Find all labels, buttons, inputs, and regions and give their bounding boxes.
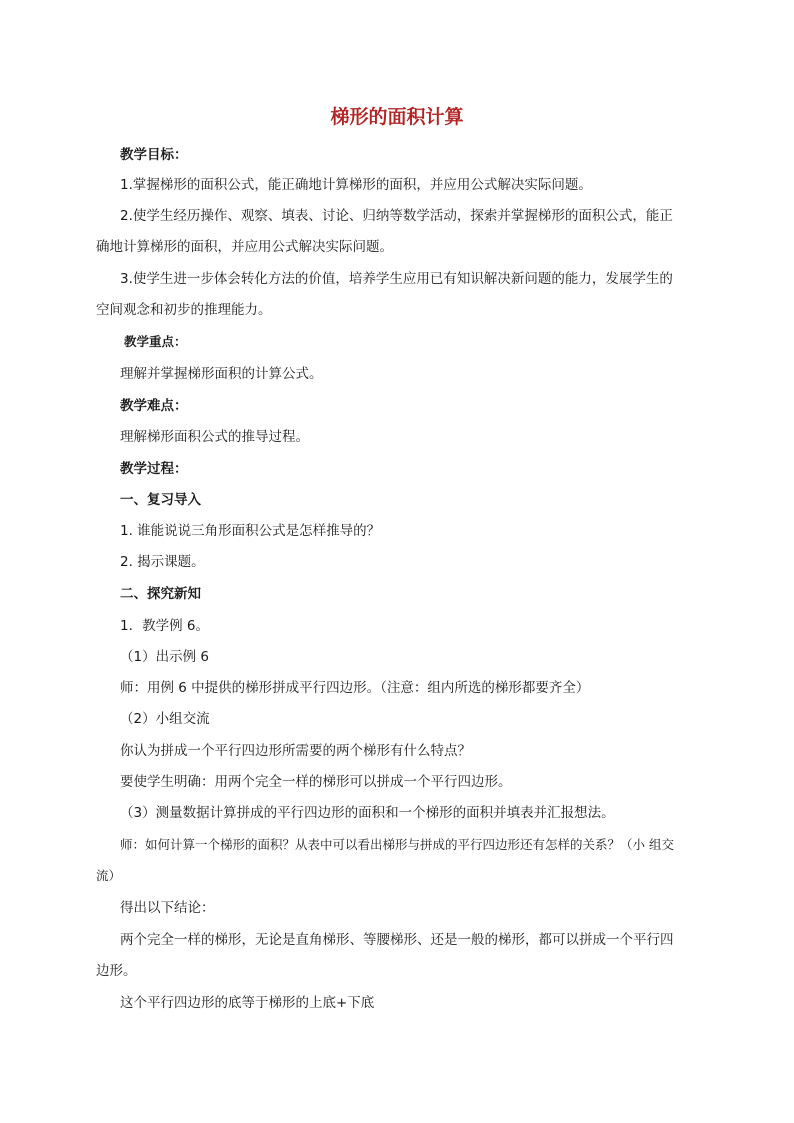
question-line: 你认为拼成一个平行四边形所需要的两个梯形有什么特点？ (120, 743, 471, 759)
goal-2-line-2: 确地计算梯形的面积，并应用公式解决实际问题。 (96, 239, 393, 255)
goals-heading: 教学目标： (120, 147, 188, 163)
process-heading: 教学过程： (120, 461, 188, 477)
clarify-line: 要使学生明确：用两个完全一样的梯形可以拼成一个平行四边形。 (120, 774, 512, 790)
conclusion-2-line: 这个平行四边形的底等于梯形的上底+下底 (120, 995, 375, 1011)
teacher-line-2-part-1: 师：如何计算一个梯形的面积？从表中可以看出梯形与拼成的平行四边形还有怎样的关系？（小 组交 (120, 837, 674, 852)
conclusion-intro: 得出以下结论： (120, 900, 215, 916)
key-point-heading: 教学重点： (124, 334, 187, 349)
goal-3-line-1: 3.使学生进一步体会转化方法的价值，培养学生应用已有知识解决新问题的能力，发展学生的 (120, 271, 673, 287)
part-1-item-2: 2. 揭示课题。 (120, 554, 205, 570)
teacher-line-2-part-2: 流） (96, 868, 122, 883)
conclusion-1-line-1: 两个完全一样的梯形，无论是直角梯形、等腰梯形、还是一般的梯形，都可以拼成一个平行四 (120, 932, 674, 948)
difficulty-heading: 教学难点： (120, 398, 188, 414)
step-2-line: （2）小组交流 (120, 711, 210, 727)
step-1-line: （1）出示例 6 (120, 649, 209, 665)
difficulty-text: 理解梯形面积公式的推导过程。 (120, 429, 309, 445)
example-line: 1．教学例 6。 (120, 618, 209, 634)
goal-1: 1.掌握梯形的面积公式，能正确地计算梯形的面积，并应用公式解决实际问题。 (120, 177, 592, 193)
goal-3-line-2: 空间观念和初步的推理能力。 (96, 302, 272, 318)
part-2-heading: 二、探究新知 (120, 586, 201, 602)
page-title: 梯形的面积计算 (330, 106, 464, 128)
step-3-line: （3）测量数据计算拼成的平行四边形的面积和一个梯形的面积并填表并汇报想法。 (120, 805, 615, 821)
part-1-item-1: 1. 谁能说说三角形面积公式是怎样推导的？ (120, 523, 381, 539)
conclusion-1-line-2: 边形。 (96, 963, 137, 979)
key-point-text: 理解并掌握梯形面积的计算公式。 (120, 366, 323, 382)
teacher-line-1: 师：用例 6 中提供的梯形拼成平行四边形。（注意：组内所选的梯形都要齐全） (120, 680, 590, 696)
goal-2-line-1: 2.使学生经历操作、观察、填表、讨论、归纳等数学活动，探索并掌握梯形的面积公式，能正 (120, 208, 673, 224)
part-1-heading: 一、复习导入 (120, 492, 201, 508)
